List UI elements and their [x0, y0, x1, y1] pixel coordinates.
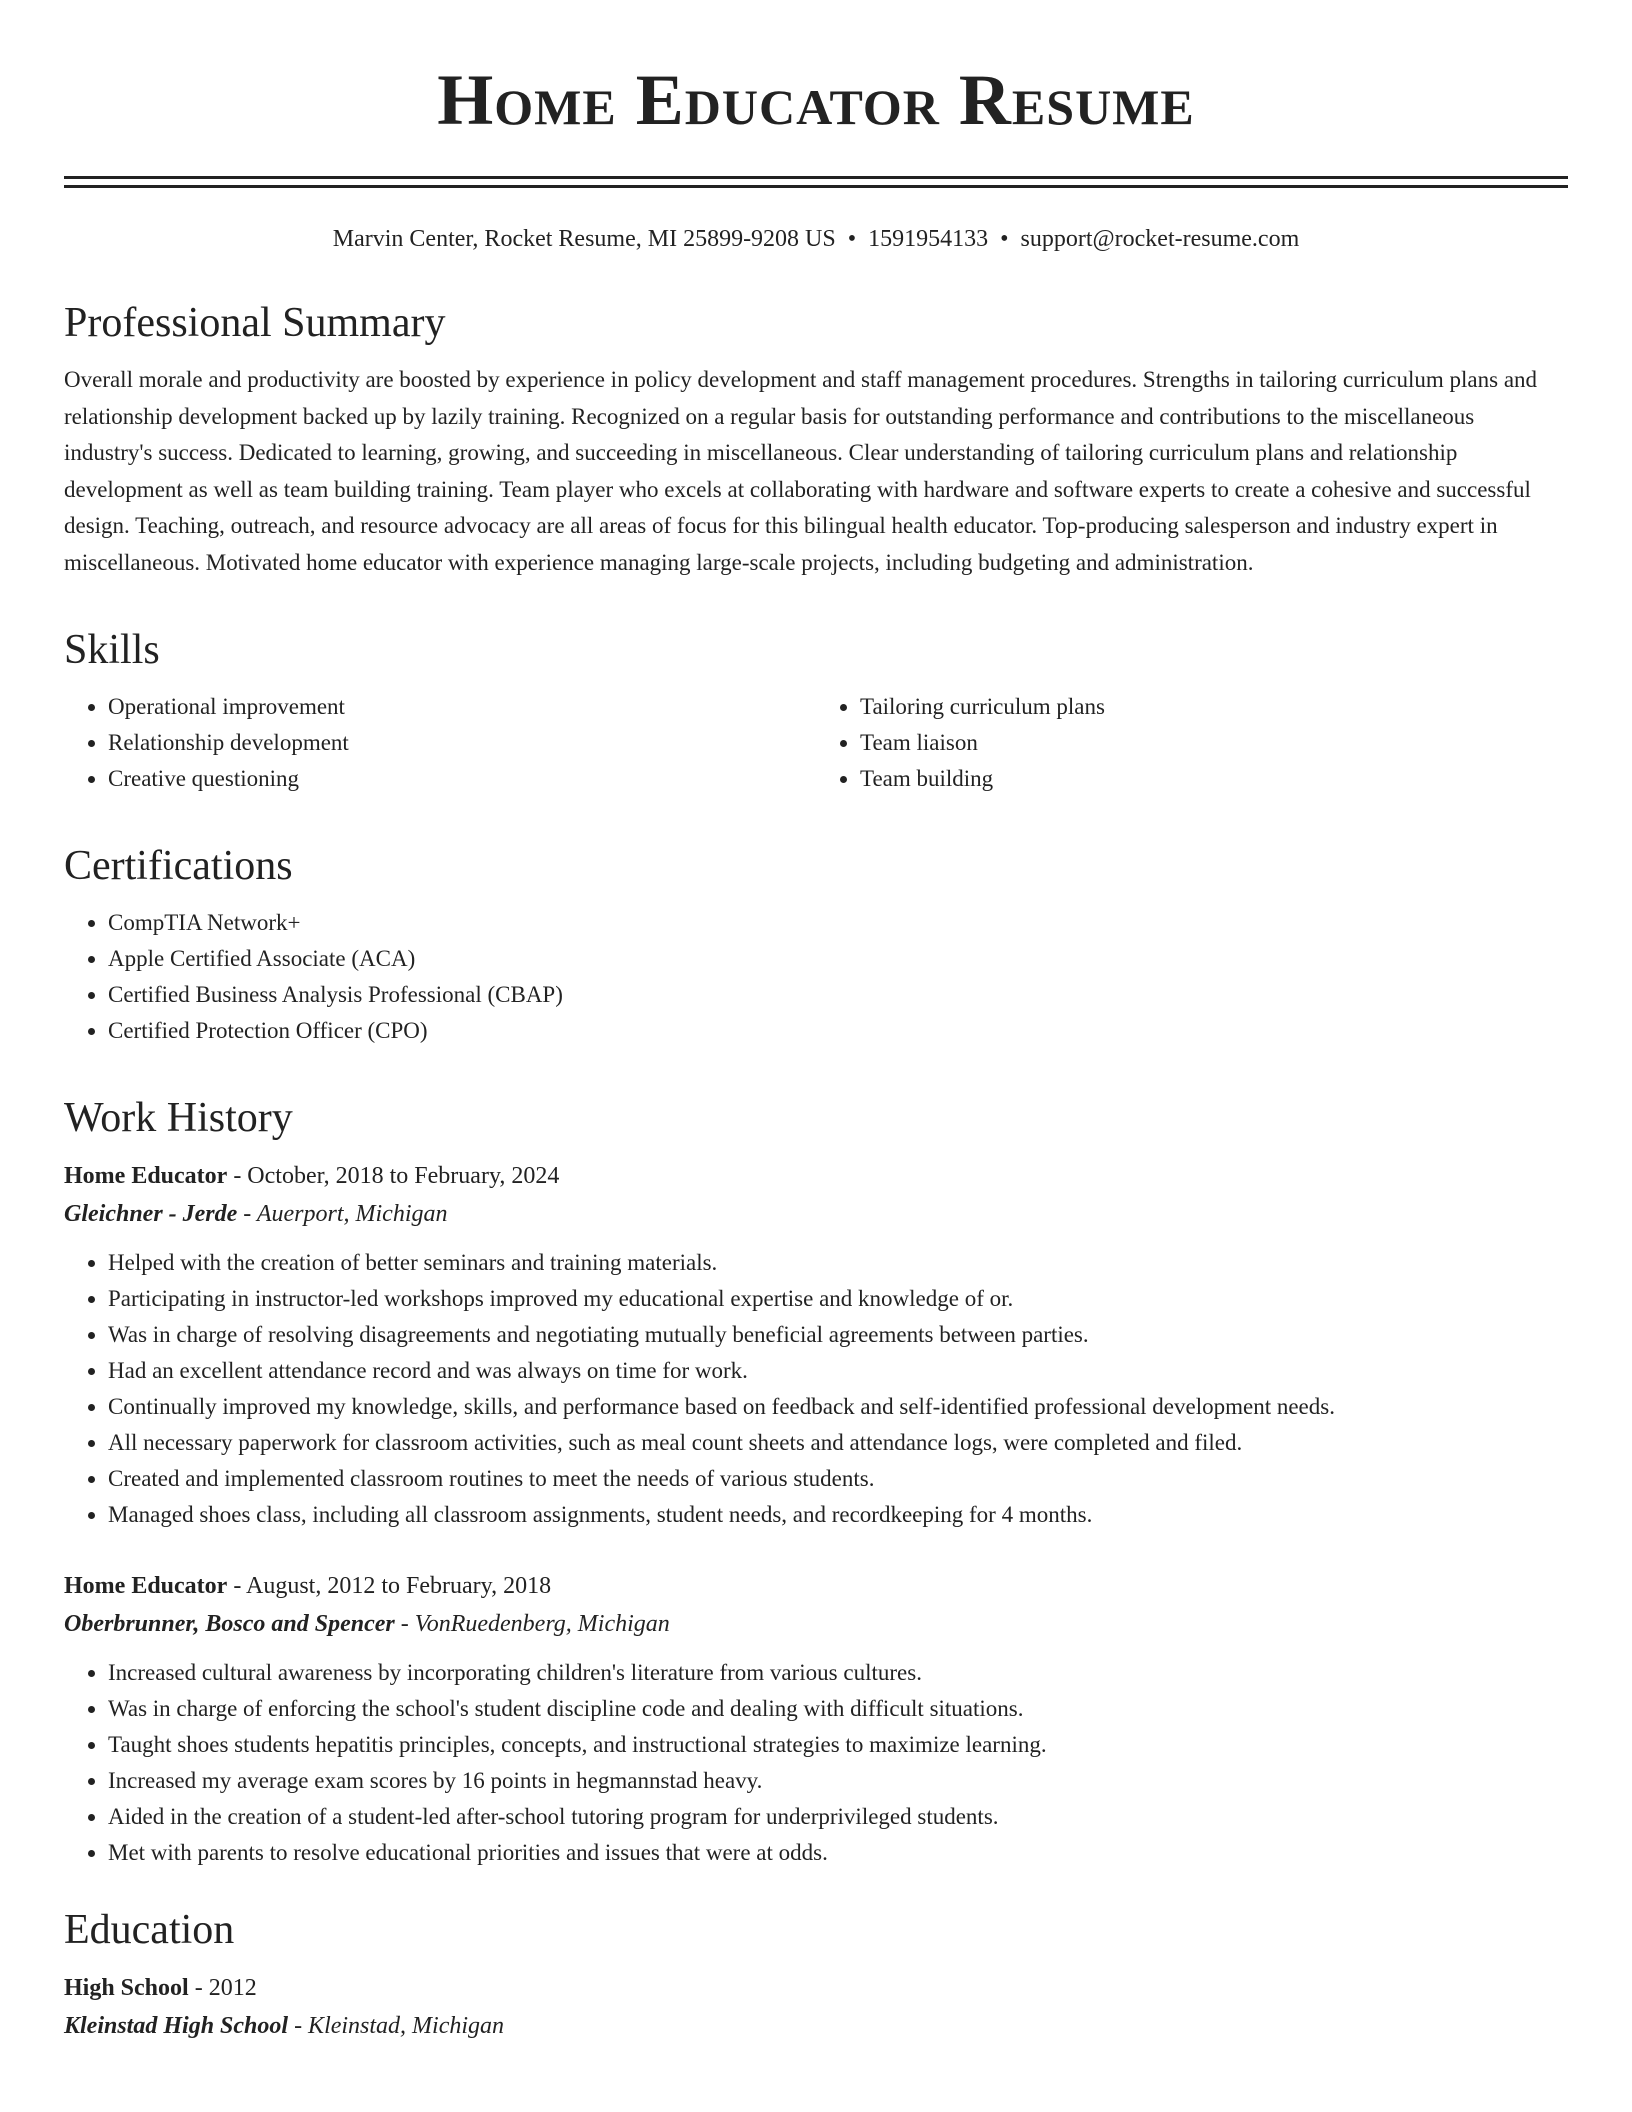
job-employer	[64, 1195, 1568, 1233]
education-location: - Kleinstad, Michigan	[288, 2013, 505, 2039]
skill-item: • Operational improvement	[108, 689, 816, 725]
job-bullet: • All necessary paperwork for classroom activities, such as meal count sheets and attendance logs, were completed and filed.	[108, 1425, 1568, 1461]
job-bullet: • Increased my average exam scores by 16 points in hegmannstad heavy.	[108, 1763, 1568, 1799]
job-bullet: • Taught shoes students hepatitis principles, concepts, and instructional strategies to maximize learning.	[108, 1727, 1568, 1763]
contact-line	[64, 224, 1568, 254]
job-bullets	[64, 1655, 1568, 1871]
certification-item: • Apple Certified Associate (ACA)	[108, 941, 1568, 977]
skill-item: • Creative questioning	[108, 761, 816, 797]
job-bullet: • Aided in the creation of a student-led after-school tutoring program for underprivileged students.	[108, 1799, 1568, 1835]
job-bullet: • Managed shoes class, including all classroom assignments, student needs, and recordkeeping for 4 months.	[108, 1497, 1568, 1533]
skills-column-left	[64, 689, 816, 797]
job-header	[64, 1567, 1568, 1605]
skill-item: • Team building	[860, 761, 1568, 797]
job-bullet: • Met with parents to resolve educational priorities and issues that were at odds.	[108, 1835, 1568, 1871]
education-school: Kleinstad High School	[64, 2013, 289, 2039]
skills-list	[64, 689, 1568, 797]
job-bullet: • Was in charge of enforcing the school's student discipline code and dealing with difficult situations.	[108, 1691, 1568, 1727]
job-bullet: • Created and implemented classroom routines to meet the needs of various students.	[108, 1461, 1568, 1497]
contact-email: support@rocket-resume.com	[1020, 226, 1300, 252]
job-entry	[64, 1567, 1568, 1871]
job-entry	[64, 1157, 1568, 1533]
education-degree-line	[64, 1969, 1568, 2007]
summary-heading: Professional Summary	[64, 300, 446, 346]
contact-address: Marvin Center, Rocket Resume, MI 25899-9208 US	[332, 226, 836, 252]
job-header	[64, 1157, 1568, 1195]
job-location: - VonRuedenberg, Michigan	[394, 1611, 670, 1637]
job-bullet: • Was in charge of resolving disagreements and negotiating mutually beneficial agreements between parties.	[108, 1317, 1568, 1353]
education-year: - 2012	[188, 1975, 257, 2001]
skill-item: • Relationship development	[108, 725, 816, 761]
job-employer	[64, 1605, 1568, 1643]
skills-column-right	[816, 689, 1568, 797]
contact-phone: 1591954133	[868, 226, 989, 252]
certifications-heading: Certifications	[64, 843, 293, 889]
job-dates: - October, 2018 to February, 2024	[227, 1163, 560, 1189]
job-title: Home Educator	[64, 1163, 228, 1189]
job-bullet: • Increased cultural awareness by incorporating children's literature from various cultures.	[108, 1655, 1568, 1691]
contact-separator: •	[1000, 226, 1009, 252]
job-bullet: • Continually improved my knowledge, skills, and performance based on feedback and self-identified professional development needs.	[108, 1389, 1568, 1425]
job-location: - Auerport, Michigan	[237, 1201, 448, 1227]
summary-text: Overall morale and productivity are boosted by experience in policy development and staff management procedures. Strengths in tailoring curriculum plans and relationship development backed up by lazily training. Recognized on a regular basis for outstanding performance and contributions to the miscellaneous industry's success. Dedicated to learning, growing, and succeeding in miscellaneous. Clear understanding of tailoring curriculum plans and relationship development as well as team building training. Team player who excels at collaborating with hardware and software experts to create a cohesive and successful design. Teaching, outreach, and resource advocacy are all areas of focus for this bilingual health educator. Top-producing salesperson and industry expert in miscellaneous. Motivated home educator with experience managing large-scale projects, including budgeting and administration.	[64, 367, 1538, 575]
work-history-heading: Work History	[64, 1095, 293, 1141]
job-bullets	[64, 1245, 1568, 1533]
job-bullet: • Participating in instructor-led workshops improved my educational expertise and knowledge of or.	[108, 1281, 1568, 1317]
title-divider-bottom	[64, 185, 1568, 188]
skill-item: • Team liaison	[860, 725, 1568, 761]
contact-separator: •	[847, 226, 857, 252]
certification-item: • Certified Business Analysis Professional (CBAP)	[108, 977, 1568, 1013]
skills-heading: Skills	[64, 627, 160, 673]
skill-item: • Tailoring curriculum plans	[860, 689, 1568, 725]
resume-title: Home Educator Resume	[437, 60, 1195, 140]
education-heading: Education	[64, 1907, 235, 1953]
job-bullet: • Had an excellent attendance record and was always on time for work.	[108, 1353, 1568, 1389]
job-company: Gleichner - Jerde	[64, 1201, 238, 1227]
education-school-line	[64, 2007, 1568, 2045]
certification-item: • Certified Protection Officer (CPO)	[108, 1013, 1568, 1049]
job-title: Home Educator	[64, 1573, 228, 1599]
certification-item: • CompTIA Network+	[108, 905, 1568, 941]
job-bullet: • Helped with the creation of better seminars and training materials.	[108, 1245, 1568, 1281]
job-dates: - August, 2012 to February, 2018	[227, 1573, 552, 1599]
education-degree: High School	[64, 1975, 189, 2001]
job-company: Oberbrunner, Bosco and Spencer	[64, 1611, 395, 1637]
title-divider-top	[64, 176, 1568, 179]
certifications-list	[64, 905, 1568, 1049]
